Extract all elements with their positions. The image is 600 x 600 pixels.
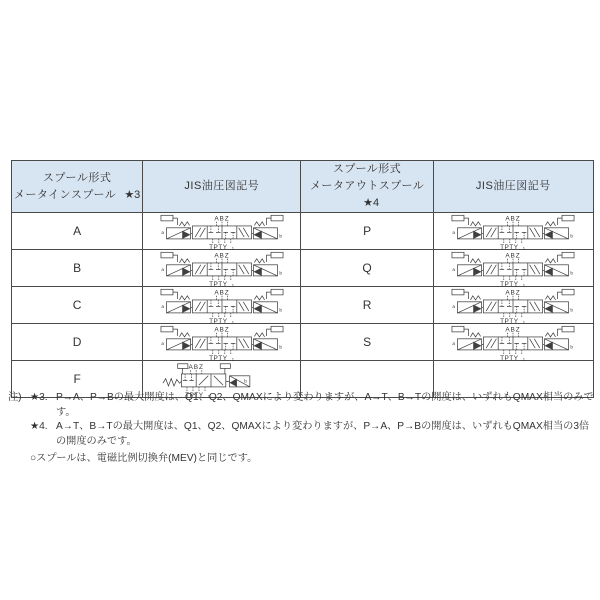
out-spool-cell: Q — [301, 250, 433, 287]
in-spool-cell: B — [12, 250, 143, 287]
star-note-ref: ★4 — [363, 197, 380, 210]
jis-symbol-cell — [143, 213, 301, 250]
in-spool-cell: F — [12, 361, 143, 398]
table-row — [12, 250, 594, 287]
note-marker: ★4. — [30, 421, 48, 433]
jis-symbol-cell — [433, 324, 593, 361]
out-spool-cell: R — [301, 287, 433, 324]
header-subtitle: メータアウトスプール — [309, 180, 425, 193]
table-row — [12, 287, 594, 324]
header-subtitle: メータインスプール — [13, 188, 117, 201]
valve-symbol-icon — [159, 287, 285, 324]
spool-spec-table — [11, 160, 594, 398]
table-row — [12, 213, 594, 250]
footnote-circle — [8, 452, 597, 467]
note-text: P→A、P→Bの最大開度は、Q1、Q2、QMAXにより変わりますが、A→T、B→Tの開度は、いずれもQMAX相当のみです。 — [56, 392, 594, 418]
note-marker: ★3. — [30, 392, 48, 403]
note-text: A→T、B→Tの最大開度は、Q1、Q2、QMAXにより変わりますが、P→A、P→Bの開度は、いずれもQMAX相当の3倍の開度のみです。 — [56, 421, 590, 447]
valve-symbol-icon — [450, 287, 576, 324]
note-text: スプールは、電磁比例切換弁(MEV)と同じです。 — [36, 453, 258, 465]
footnote-star3 — [8, 391, 597, 420]
valve-symbol-icon — [450, 250, 576, 287]
header-jis-symbol-left: JIS油圧図記号 — [143, 161, 301, 213]
header-jis-symbol-right: JIS油圧図記号 — [433, 161, 593, 213]
jis-symbol-cell — [433, 287, 593, 324]
out-spool-cell: P — [301, 213, 433, 250]
valve-symbol-icon — [450, 213, 576, 250]
jis-symbol-cell — [433, 213, 593, 250]
table-row — [12, 324, 594, 361]
in-spool-cell: D — [12, 324, 143, 361]
header-title: スプール形式 — [332, 163, 402, 175]
header-row — [12, 161, 594, 213]
in-spool-cell: A — [12, 213, 143, 250]
footnotes — [8, 391, 597, 467]
note-marker: ○ — [30, 453, 37, 465]
jis-symbol-cell — [143, 287, 301, 324]
in-spool-cell: C — [12, 287, 143, 324]
header-meter-in-spool — [12, 161, 143, 213]
valve-symbol-icon — [450, 324, 576, 361]
header-title: スプール形式 — [42, 171, 112, 184]
valve-symbol-icon — [159, 213, 285, 250]
header-meter-out-spool — [301, 161, 433, 213]
jis-symbol-cell — [143, 324, 301, 361]
valve-symbol-icon — [159, 324, 285, 361]
star-note-ref: ★3 — [124, 188, 141, 201]
jis-symbol-cell — [433, 250, 593, 287]
out-spool-cell: S — [301, 324, 433, 361]
jis-symbol-cell — [143, 250, 301, 287]
note-prefix: 注) — [8, 392, 22, 403]
valve-symbol-icon — [159, 250, 285, 287]
footnote-star4 — [8, 420, 597, 449]
